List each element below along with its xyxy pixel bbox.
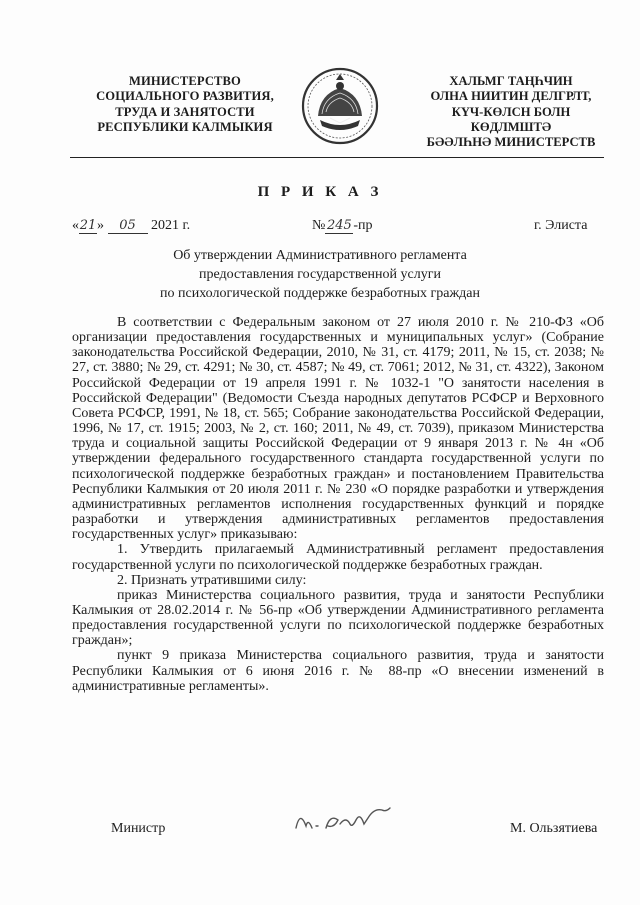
kalmykia-coat-of-arms-icon: [300, 66, 380, 146]
header-line: КӨДЛМШТӘ: [470, 119, 552, 134]
header-line: ТРУДА И ЗАНЯТОСТИ: [115, 104, 255, 119]
signatory-position: Министр: [111, 821, 166, 836]
header-line: РЕСПУБЛИКИ КАЛМЫКИЯ: [97, 119, 273, 134]
date-day: 21: [79, 218, 97, 233]
subject-line: предоставления государственной услуги: [199, 267, 441, 282]
signatory-name: М. Ользятиева: [510, 821, 598, 836]
document-title: П Р И К А З: [257, 184, 383, 200]
body-paragraph: 2. Признать утратившими силу:: [117, 572, 307, 588]
header-line: КҮЧ-КӨЛСН БОЛН: [451, 104, 571, 119]
header-line: МИНИСТЕРСТВО: [129, 74, 241, 88]
body-paragraph: пункт 9 приказа Министерства социального развития, труда и занятости Республики Калмыкия от 6 июня 2016 г. № 88-пр «О внесении изменений в административные регламенты».: [72, 648, 604, 694]
header-line: СОЦИАЛЬНОГО РАЗВИТИЯ,: [96, 89, 274, 104]
body-paragraph: приказ Министерства социального развития, труда и занятости Республики Калмыкия от 28.02.2014 г. № 56-пр «Об утверждении Административного регламента предоставления государственной услуги по психологической поддержке безработных граждан»;: [72, 587, 604, 649]
handwritten-signature: [290, 798, 400, 838]
order-subject: [0, 246, 640, 303]
header-divider: [70, 157, 604, 158]
order-body: [72, 315, 604, 694]
order-date: [72, 218, 190, 234]
date-mid: »: [97, 218, 104, 233]
header-line: ОЛНА НИИТИН ДЕЛГРЛТ,: [430, 89, 592, 104]
subject-line: по психологической поддержке безработных граждан: [160, 286, 480, 301]
subject-line: Об утверждении Административного регламента: [173, 248, 467, 263]
ministry-name-russian: [76, 74, 294, 135]
date-prefix: «: [72, 218, 79, 233]
date-month: 05: [108, 218, 148, 234]
body-paragraph: 1. Утвердить прилагаемый Административный регламент предоставления государственной услуги по психологической поддержке безработных граждан.: [72, 542, 604, 573]
order-city: г. Элиста: [534, 218, 588, 233]
body-paragraph: В соответствии с Федеральным законом от 27 июля 2010 г. № 210-ФЗ «Об организации предоставления государственных и муниципальных услуг» (Собрание законодательства Российской Федерации, 2010, № 31, ст. 4179; 2011, № 15, ст. 2038; № 27, ст. 3880; № 29, ст. 4291; № 30, ст. 4587; № 49, ст. 7061; 2012, № 31, ст. 4322), Законом Российской Федерации от 19 апреля 1991 г. № 1032-1 "О занятости населения в Российской Федерации" (Ведомости Съезда народных депутатов РСФСР и Верховного Совета РСФСР, 1991, № 18, ст. 565; Собрание законодательства Российской Федерации, 1996, № 17, ст. 1915; 2003, № 2, ст. 160; 2011, № 49, ст. 7039), приказом Министерства труда и социальной защиты Российской Федерации от 9 января 2013 г. № 4н «Об утверждении федерального государственного стандарта государственной услуги по психологической поддержке безработных граждан» и постановлением Правительства Республики Калмыкия от 20 июля 2011 г. № 230 «О порядке разработки и утверждения административных регламентов исполнения государственных функций и порядке разработки и утверждения административных регламентов предоставления государственных услуг» приказываю:: [72, 315, 604, 543]
header-line: ХАЛЬМГ ТАҢҺЧИН: [449, 74, 573, 88]
order-number: [312, 218, 373, 234]
date-year: 2021 г.: [151, 218, 191, 233]
number-label: №: [312, 218, 326, 233]
number-suffix: -пр: [353, 218, 373, 233]
ministry-name-kalmyk: [408, 74, 614, 150]
header-line: БӘӘЛҺНӘ МИНИСТЕРСТВ: [426, 135, 596, 150]
number-value: 245: [326, 218, 352, 233]
